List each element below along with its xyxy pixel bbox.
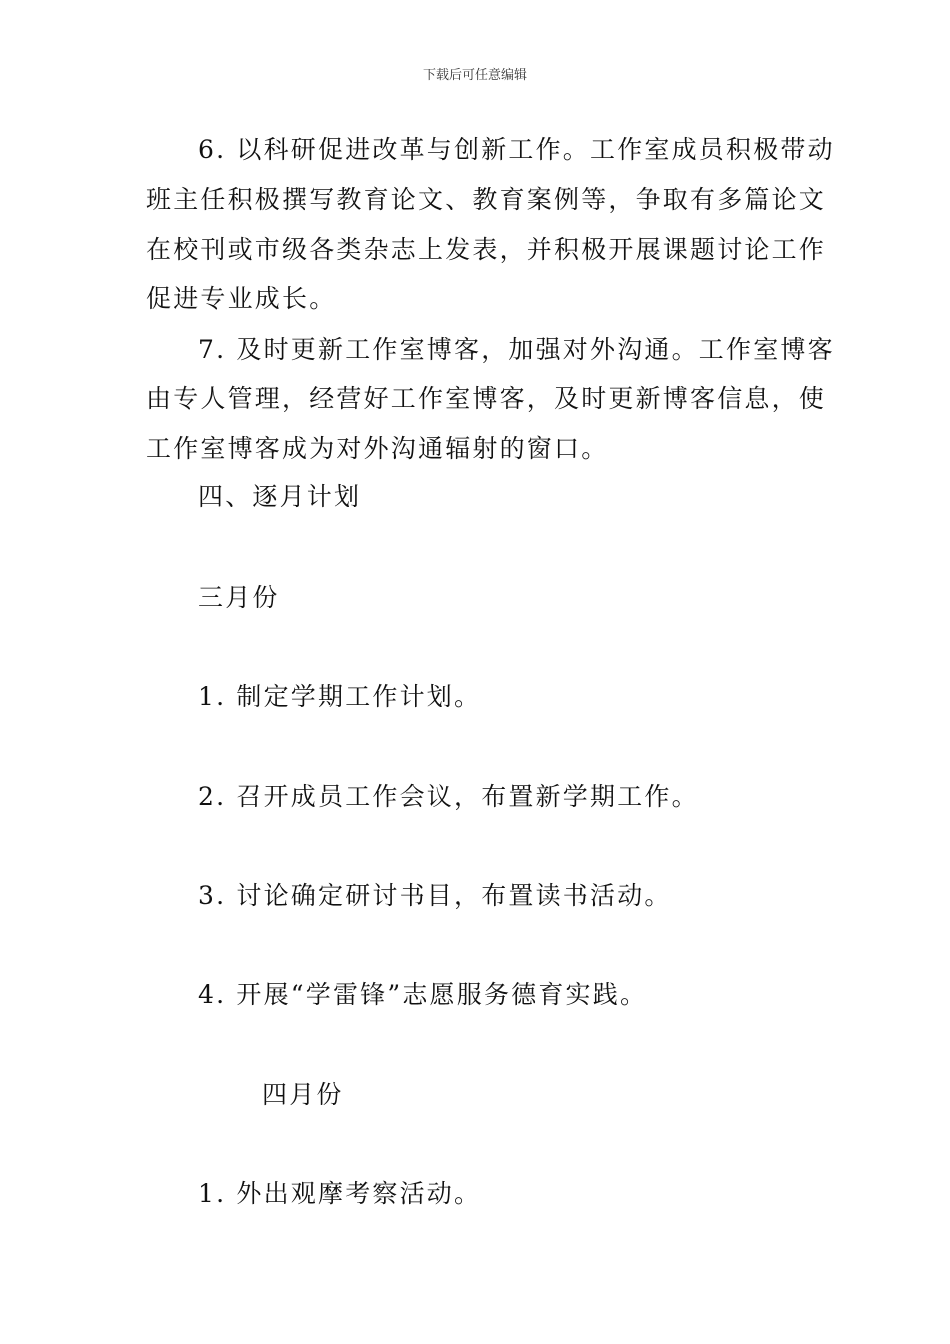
list-item: 1. 外出观摩考察活动。 <box>198 1179 482 1208</box>
paragraph-line: 7. 及时更新工作室博客，加强对外沟通。工作室博客 <box>198 335 835 364</box>
paragraph-line: 由专人管理，经营好工作室博客，及时更新博客信息，使 <box>146 384 827 413</box>
list-item: 2. 召开成员工作会议，布置新学期工作。 <box>198 782 699 811</box>
month-title-march: 三月份 <box>198 583 280 612</box>
list-item: 4. 开展“学雷锋”志愿服务德育实践。 <box>198 980 648 1009</box>
paragraph-line: 在校刊或市级各类杂志上发表，并积极开展课题讨论工作 <box>146 235 827 264</box>
paragraph-line: 促进专业成长。 <box>146 284 337 313</box>
month-title-april: 四月份 <box>262 1080 344 1109</box>
list-item: 3. 讨论确定研讨书目，布置读书活动。 <box>198 881 672 910</box>
section-heading: 四、逐月计划 <box>198 482 362 511</box>
paragraph-line: 6. 以科研促进改革与创新工作。工作室成员积极带动 <box>198 135 835 164</box>
list-item: 1. 制定学期工作计划。 <box>198 682 482 711</box>
paragraph-line: 工作室博客成为对外沟通辐射的窗口。 <box>146 434 609 463</box>
paragraph-line: 班主任积极撰写教育论文、教育案例等，争取有多篇论文 <box>146 185 827 214</box>
page-header: 下载后可任意编辑 <box>422 68 527 83</box>
